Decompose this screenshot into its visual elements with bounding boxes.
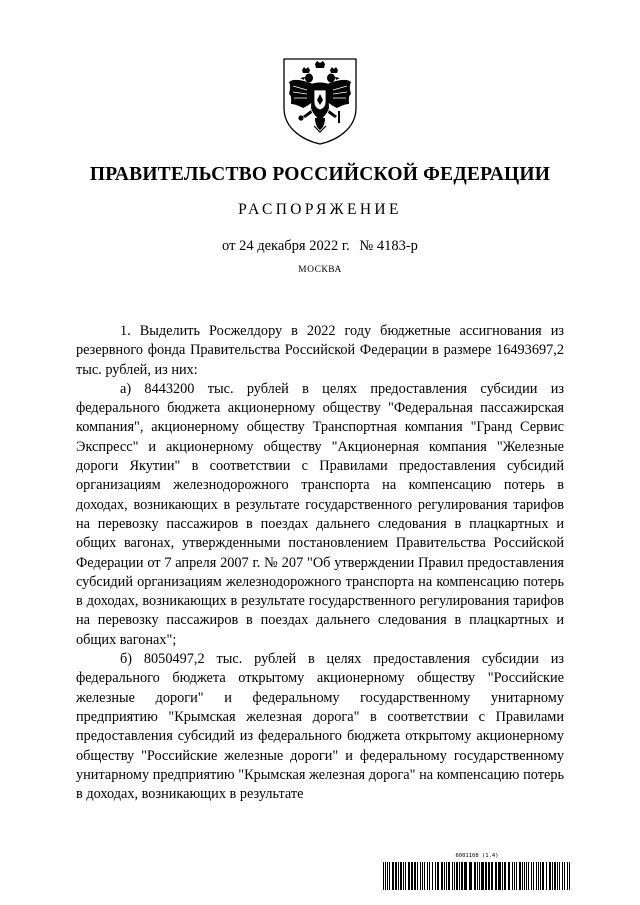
barcode-label: 6001108 (1.4) <box>455 853 499 859</box>
document-body <box>76 322 564 804</box>
document-city: МОСКВА <box>298 265 342 275</box>
paragraph-allocation: 1. Выделить Росжелдору в 2022 году бюджетные ассигнования из резервного фонда Правительства Российской Федерации в размере 16493697,2 тыс. рублей, из них: <box>76 323 564 378</box>
government-title: ПРАВИТЕЛЬСТВО РОССИЙСКОЙ ФЕДЕРАЦИИ <box>89 164 551 185</box>
paragraph-item-a: а) 8443200 тыс. рублей в целях предоставления субсидии из федерального бюджета акционерному обществу "Федеральная пассажирская компания", акционерному обществу Транспортная компания "Гранд Сервис Экспресс" и акционерному обществу "Акционерная компания "Железные дороги Якутии" в соответствии с Правилами предоставления субсидий организациям железнодорожного транспорта на компенсацию потерь в доходах, возникающих в результате государственного регулирования тарифов на перевозку пассажиров в поездах дальнего следования в плацкартных и общих вагонах, утвержденными постановлением Правительства Российской Федерации от 7 апреля 2007 г. № 207 "Об утверждении Правил предоставления субсидий организациям железнодорожного транспорта на компенсацию потерь в доходах, возникающих в результате государственного регулирования тарифов на перевозку пассажиров в поездах дальнего следования в плацкартных и общих вагонах"; <box>76 380 564 648</box>
document-date-line <box>0 237 640 255</box>
document-barcode <box>383 853 571 891</box>
barcode-icon <box>383 862 571 890</box>
document-date: от 24 декабря 2022 г. <box>222 238 350 254</box>
document-number: № 4183-р <box>359 238 418 254</box>
paragraph-item-b: б) 8050497,2 тыс. рублей в целях предоставления субсидии из федерального бюджета открытому акционерному обществу "Российские железные дороги" и федеральному государственному унитарному предприятию "Крымская железная дорога" в соответствии с Правилами предоставления субсидий из федерального бюджета открытому акционерному обществу "Российские железные дороги" и федеральному государственному унитарному предприятию "Крымская железная дорога" на компенсацию потерь в доходах, возникающих в результате <box>76 651 564 803</box>
russian-coat-of-arms-icon <box>281 56 359 146</box>
document-type: РАСПОРЯЖЕНИЕ <box>238 201 402 218</box>
